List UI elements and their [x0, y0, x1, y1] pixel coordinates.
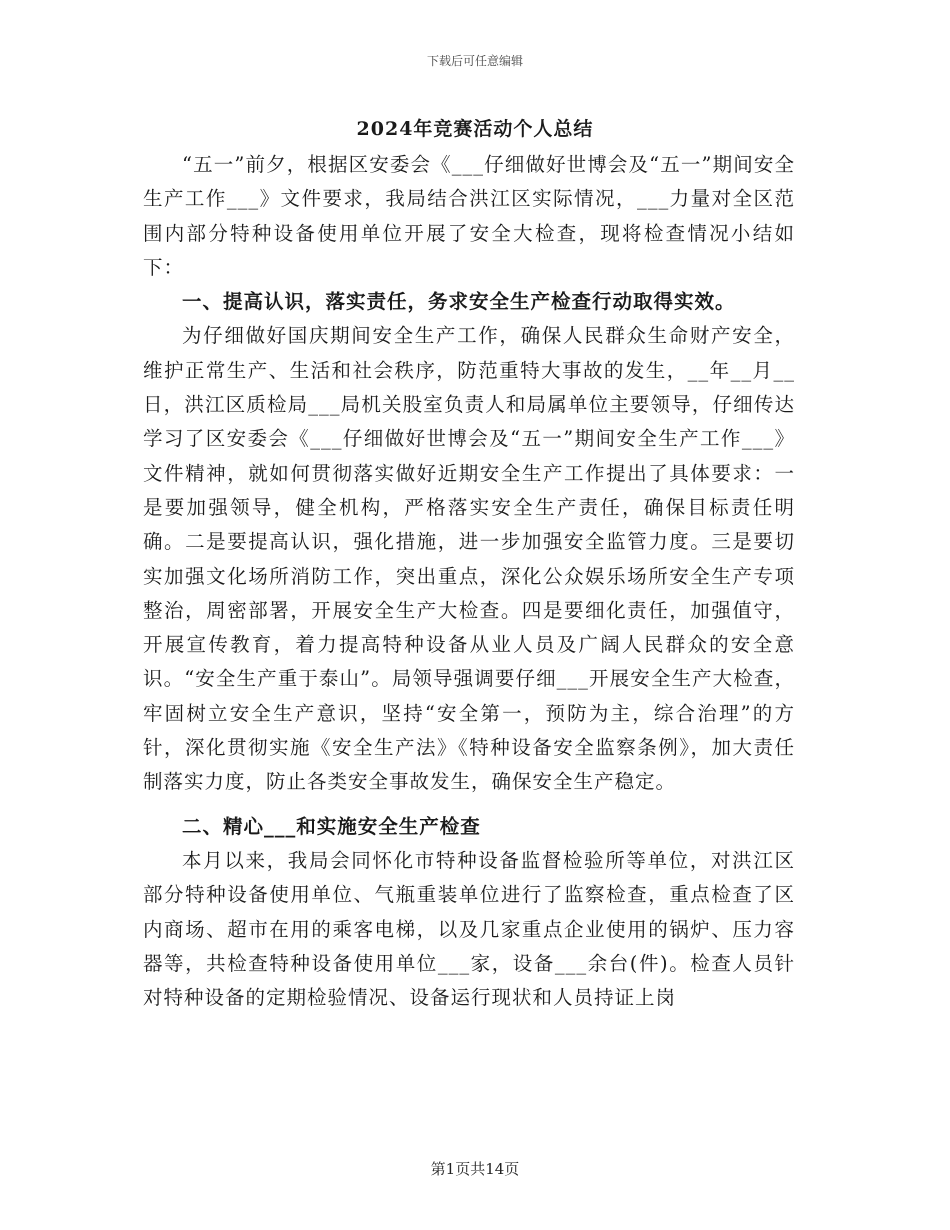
section-heading-1: 一、提高认识，落实责任，务求安全生产检查行动取得实效。	[182, 290, 736, 314]
paragraph-section-2: 本月以来，我局会同怀化市特种设备监督检验所等单位，对洪江区部分特种设备使用单位、气瓶重装单位进行了监察检查，重点检查了区内商场、超市在用的乘客电梯，以及几家重点企业使用的锅炉、压力容器等，共检查特种设备使用单位___家，设备___余台(件)。检查人员针对特种设备的定期检验情况、设备运行现状和人员持证上岗	[143, 848, 795, 1010]
header-note: 下载后可任意编辑	[426, 54, 523, 68]
document-title: 2024年竞赛活动个人总结	[356, 118, 594, 140]
section-heading-2: 二、精心___和实施安全生产检查	[182, 814, 481, 838]
page-number: 第1页共14页	[430, 1160, 520, 1178]
paragraph-section-1: 为仔细做好国庆期间安全生产工作，确保人民群众生命财产安全，维护正常生产、生活和社会秩序，防范重特大事故的发生，__年__月__日，洪江区质检局___局机关股室负责人和局属单位主要领导，仔细传达学习了区安委会《___仔细做好世博会及“五一”期间安全生产工作___》文件精神，就如何贯彻落实做好近期安全生产工作提出了具体要求：一是要加强领导，健全机构，严格落实安全生产责任，确保目标责任明确。二是要提高认识，强化措施，进一步加强安全监管力度。三是要切实加强文化场所消防工作，突出重点，深化公众娱乐场所安全生产专项整治，周密部署，开展安全生产大检查。四是要细化责任，加强值守，开展宣传教育，着力提高特种设备从业人员及广阔人民群众的安全意识。“安全生产重于泰山”。局领导强调要仔细___开展安全生产大检查，牢固树立安全生产意识，坚持“安全第一，预防为主，综合治理”的方针，深化贯彻实施《安全生产法》《特种设备安全监察条例》，加大责任制落实力度，防止各类安全事故发生，确保安全生产稳定。	[143, 324, 795, 794]
paragraph-intro: “五一”前夕，根据区安委会《___仔细做好世博会及“五一”期间安全生产工作___》文件要求，我局结合洪江区实际情况，___力量对全区范围内部分特种设备使用单位开展了安全大检查，现将检查情况小结如下：	[143, 153, 795, 279]
document-body	[143, 148, 795, 1015]
